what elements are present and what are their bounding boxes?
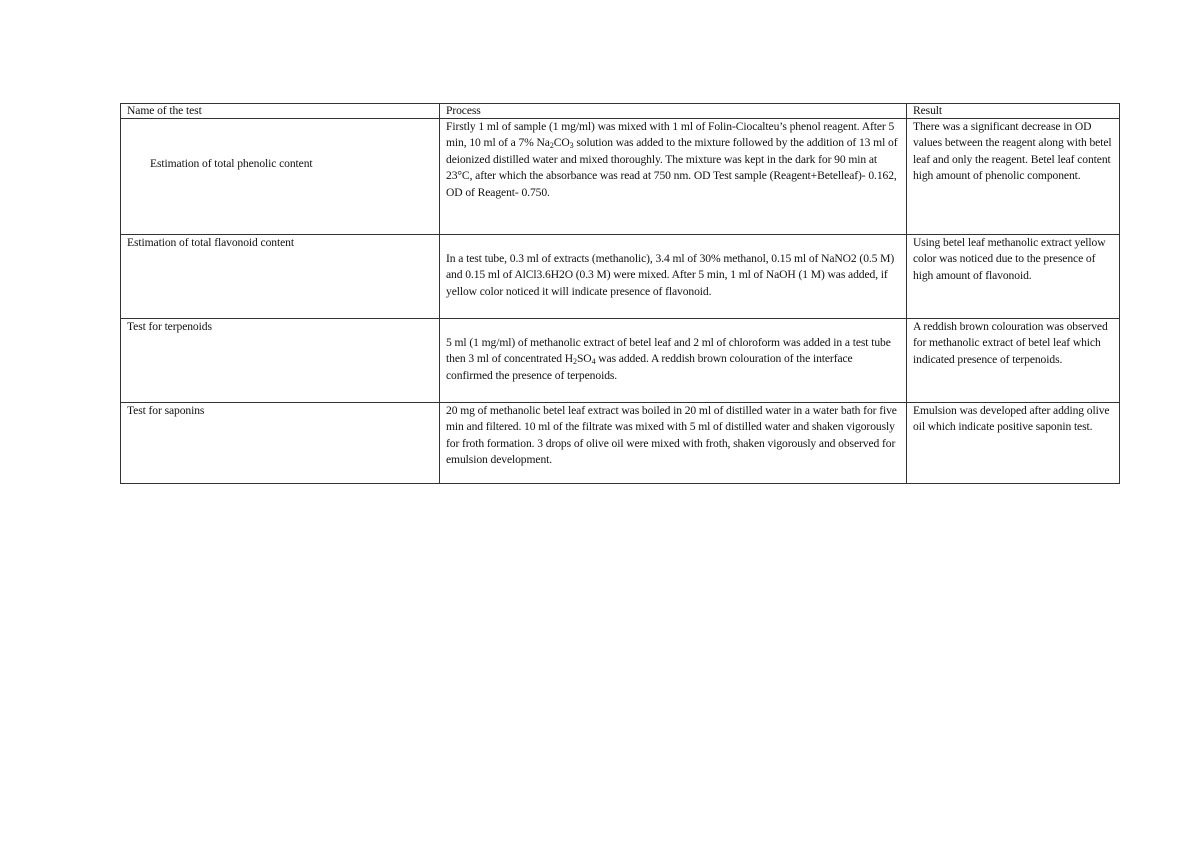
header-process: Process: [440, 104, 907, 119]
result-text: Using betel leaf methanolic extract yellow color was noticed due to the presence of high amount of flavonoid.: [913, 236, 1106, 282]
table-row: [121, 403, 1120, 484]
subscript: 2: [549, 141, 554, 151]
result-cell: [907, 319, 1120, 403]
result-cell: [907, 119, 1120, 235]
subscript: 2: [573, 357, 577, 367]
test-name: Estimation of total phenolic content: [150, 157, 313, 170]
header-result: Result: [907, 104, 1120, 119]
table-row: [121, 235, 1120, 319]
process-text-part: 5 ml (1 mg/ml) of methanolic extract of betel leaf and 2 ml of chloroform was added in a test tube then 3 ml of concentrated H: [446, 336, 891, 366]
table-row: [121, 119, 1120, 235]
process-text-part: SO: [576, 352, 592, 366]
process-cell: [440, 119, 907, 235]
process-text-part: CO: [553, 136, 570, 150]
subscript: 3: [569, 141, 574, 151]
tests-table: [120, 103, 1120, 484]
result-text: A reddish brown colouration was observed for methanolic extract of betel leaf which indicated presence of terpenoids.: [913, 320, 1108, 366]
result-cell: [907, 403, 1120, 484]
process-text-part: Firstly 1 ml of sample (1 mg/ml) was mixed with 1 ml of Folin-Ciocalteu’s phenol reagent. After 5 min, 10 ml of a 7% Na: [446, 120, 895, 150]
test-name-cell: [121, 319, 440, 403]
result-text: There was a significant decrease in OD values between the reagent along with betel leaf and only the reagent. Betel leaf content high amount of phenolic component.: [913, 120, 1112, 183]
subscript: 4: [591, 357, 596, 367]
process-text: In a test tube, 0.3 ml of extracts (methanolic), 3.4 ml of 30% methanol, 0.15 ml of NaNO2 (0.5 M) and 0.15 ml of AlCl3.6H2O (0.3 M) were mixed. After 5 min, 1 ml of NaOH (1 M) was added, if yellow color noticed it will indicate presence of flavonoid.: [446, 252, 895, 298]
process-cell: [440, 319, 907, 403]
header-name-of-test: Name of the test: [121, 104, 440, 119]
process-cell: [440, 235, 907, 319]
table-header-row: [121, 104, 1120, 119]
test-name: Test for saponins: [127, 404, 205, 417]
table-row: [121, 319, 1120, 403]
test-name-cell: [121, 119, 440, 235]
test-name: Estimation of total flavonoid content: [127, 236, 294, 249]
test-name: Test for terpenoids: [127, 320, 212, 333]
result-text: Emulsion was developed after adding olive oil which indicate positive saponin test.: [913, 404, 1110, 434]
process-cell: [440, 403, 907, 484]
result-cell: [907, 235, 1120, 319]
process-text: [446, 319, 900, 384]
test-name-cell: [121, 235, 440, 319]
process-text: 20 mg of methanolic betel leaf extract was boiled in 20 ml of distilled water in a water bath for five min and filtered. 10 ml of the filtrate was mixed with 5 ml of distilled water and shaken vigorously for froth formation. 3 drops of olive oil were mixed with froth, shaken vigorously and observed for emulsion development.: [446, 404, 897, 467]
process-text: [446, 119, 900, 201]
process-text-part: was added. A reddish brown colouration of the interface confirmed the presence of terpenoids.: [446, 352, 853, 382]
process-text-part: solution was added to the mixture followed by the addition of 13 ml of deionized distilled water and mixed thoroughly. The mixture was kept in the dark for 90 min at 23°C, after which the absorbance was read at 750 nm. OD Test sample (Reagent+Betelleaf)- 0.162, OD of Reagent- 0.750.: [446, 136, 898, 199]
test-name-cell: [121, 403, 440, 484]
